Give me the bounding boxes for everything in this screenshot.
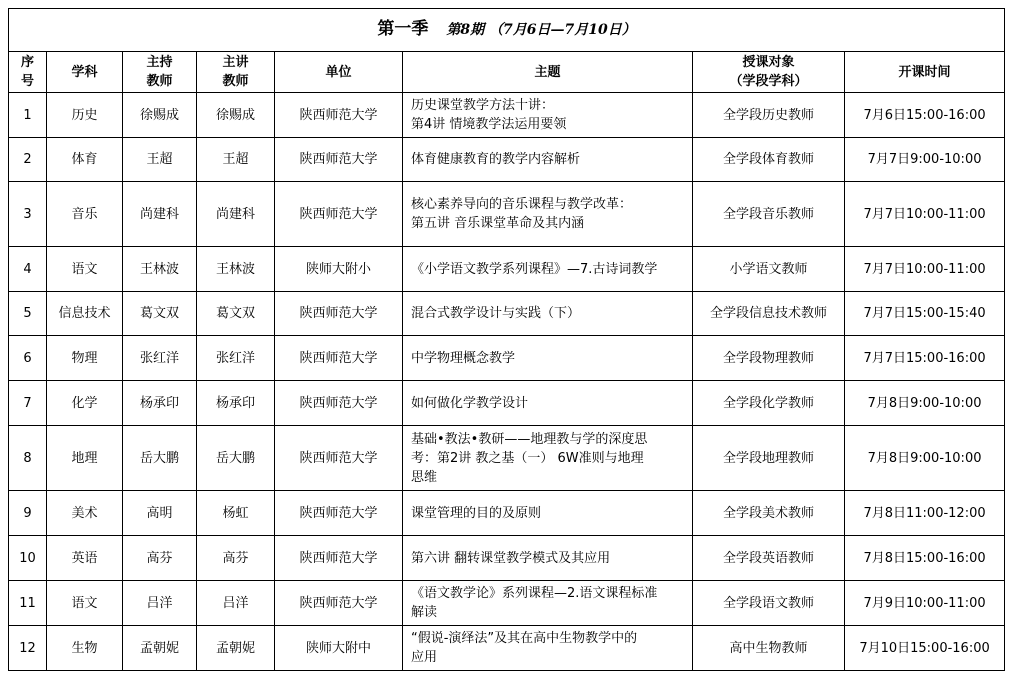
header-topic: 主题 <box>403 52 693 93</box>
topic-line: 核心素养导向的音乐课程与教学改革： <box>411 197 633 212</box>
cell-subject: 音乐 <box>47 182 123 247</box>
cell-unit: 陕西师范大学 <box>275 381 403 426</box>
topic-line: 解读 <box>411 605 438 620</box>
cell-audience: 全学段音乐教师 <box>693 182 845 247</box>
table-row <box>9 247 1005 292</box>
topic-line: 《小学语文教学系列课程》—7.古诗词教学 <box>411 261 658 277</box>
cell-host: 王超 <box>123 138 197 182</box>
cell-topic <box>403 93 693 138</box>
cell-topic <box>403 536 693 581</box>
cell-subject: 物理 <box>47 336 123 381</box>
cell-host: 张红洋 <box>123 336 197 381</box>
cell-time: 7月7日15:00-15:40 <box>845 292 1005 336</box>
cell-no: 11 <box>9 581 47 626</box>
cell-no: 7 <box>9 381 47 426</box>
cell-topic <box>403 381 693 426</box>
cell-lecturer: 葛文双 <box>197 292 275 336</box>
table-row <box>9 491 1005 536</box>
cell-subject: 语文 <box>47 247 123 292</box>
cell-topic <box>403 292 693 336</box>
cell-lecturer: 吕洋 <box>197 581 275 626</box>
cell-audience: 全学段信息技术教师 <box>693 292 845 336</box>
cell-subject: 历史 <box>47 93 123 138</box>
cell-lecturer: 尚建科 <box>197 182 275 247</box>
topic-line: “假说-演绎法”及其在高中生物教学中的 <box>411 631 638 646</box>
cell-unit: 陕西师范大学 <box>275 581 403 626</box>
table-row <box>9 292 1005 336</box>
cell-audience: 全学段体育教师 <box>693 138 845 182</box>
cell-no: 2 <box>9 138 47 182</box>
cell-topic <box>403 247 693 292</box>
cell-host: 岳大鹏 <box>123 426 197 491</box>
table-row <box>9 426 1005 491</box>
cell-time: 7月8日15:00-16:00 <box>845 536 1005 581</box>
cell-topic <box>403 626 693 671</box>
cell-audience: 全学段化学教师 <box>693 381 845 426</box>
cell-unit: 陕西师范大学 <box>275 536 403 581</box>
cell-time: 7月7日9:00-10:00 <box>845 138 1005 182</box>
topic-line: 如何做化学教学设计 <box>411 395 529 411</box>
cell-time: 7月6日15:00-16:00 <box>845 93 1005 138</box>
cell-topic <box>403 138 693 182</box>
cell-no: 6 <box>9 336 47 381</box>
cell-host: 徐赐成 <box>123 93 197 138</box>
cell-time: 7月7日10:00-11:00 <box>845 247 1005 292</box>
cell-lecturer: 杨虹 <box>197 491 275 536</box>
cell-unit: 陕师大附中 <box>275 626 403 671</box>
cell-time: 7月8日11:00-12:00 <box>845 491 1005 536</box>
topic-line: 第五讲 音乐课堂革命及其内涵 <box>411 216 585 231</box>
cell-host: 杨承印 <box>123 381 197 426</box>
cell-audience: 全学段物理教师 <box>693 336 845 381</box>
header-row <box>9 52 1005 93</box>
cell-lecturer: 王林波 <box>197 247 275 292</box>
cell-host: 高芬 <box>123 536 197 581</box>
header-no: 序 号 <box>9 52 47 93</box>
cell-host: 葛文双 <box>123 292 197 336</box>
cell-host: 孟朝妮 <box>123 626 197 671</box>
cell-unit: 陕师大附小 <box>275 247 403 292</box>
cell-unit: 陕西师范大学 <box>275 491 403 536</box>
schedule-table <box>8 8 1005 671</box>
table-row <box>9 381 1005 426</box>
table-row <box>9 336 1005 381</box>
cell-unit: 陕西师范大学 <box>275 292 403 336</box>
cell-lecturer: 高芬 <box>197 536 275 581</box>
cell-audience: 小学语文教师 <box>693 247 845 292</box>
cell-no: 1 <box>9 93 47 138</box>
header-subject: 学科 <box>47 52 123 93</box>
cell-subject: 地理 <box>47 426 123 491</box>
cell-time: 7月7日10:00-11:00 <box>845 182 1005 247</box>
cell-lecturer: 杨承印 <box>197 381 275 426</box>
cell-topic <box>403 336 693 381</box>
cell-subject: 体育 <box>47 138 123 182</box>
topic-line: 混合式教学设计与实践（下） <box>411 306 581 321</box>
cell-host: 王林波 <box>123 247 197 292</box>
cell-audience: 全学段地理教师 <box>693 426 845 491</box>
cell-unit: 陕西师范大学 <box>275 93 403 138</box>
cell-audience: 全学段历史教师 <box>693 93 845 138</box>
cell-no: 12 <box>9 626 47 671</box>
cell-time: 7月7日15:00-16:00 <box>845 336 1005 381</box>
cell-audience: 全学段英语教师 <box>693 536 845 581</box>
cell-host: 高明 <box>123 491 197 536</box>
cell-unit: 陕西师范大学 <box>275 426 403 491</box>
cell-topic <box>403 581 693 626</box>
topic-line: 第六讲 翻转课堂教学模式及其应用 <box>411 550 611 566</box>
cell-subject: 美术 <box>47 491 123 536</box>
cell-lecturer: 张红洋 <box>197 336 275 381</box>
cell-no: 4 <box>9 247 47 292</box>
topic-line: 第4讲 情境教学法运用要领 <box>411 117 567 132</box>
cell-no: 3 <box>9 182 47 247</box>
topic-line: 《语文教学论》系列课程—2.语文课程标准 <box>411 586 658 601</box>
topic-line: 体育健康教育的教学内容解析 <box>411 152 581 167</box>
cell-unit: 陕西师范大学 <box>275 182 403 247</box>
cell-time: 7月8日9:00-10:00 <box>845 426 1005 491</box>
table-title <box>9 9 1005 52</box>
cell-host: 尚建科 <box>123 182 197 247</box>
cell-lecturer: 徐赐成 <box>197 93 275 138</box>
header-unit: 单位 <box>275 52 403 93</box>
cell-audience: 高中生物教师 <box>693 626 845 671</box>
cell-topic <box>403 426 693 491</box>
cell-lecturer: 孟朝妮 <box>197 626 275 671</box>
schedule-sheet <box>8 8 1004 671</box>
cell-unit: 陕西师范大学 <box>275 138 403 182</box>
cell-subject: 生物 <box>47 626 123 671</box>
header-host: 主持 教师 <box>123 52 197 93</box>
cell-no: 9 <box>9 491 47 536</box>
header-audience: 授课对象 （学段学科） <box>693 52 845 93</box>
table-row <box>9 93 1005 138</box>
cell-time: 7月9日10:00-11:00 <box>845 581 1005 626</box>
cell-topic <box>403 182 693 247</box>
table-row <box>9 581 1005 626</box>
cell-subject: 语文 <box>47 581 123 626</box>
cell-audience: 全学段语文教师 <box>693 581 845 626</box>
table-row <box>9 536 1005 581</box>
header-time: 开课时间 <box>845 52 1005 93</box>
table-row <box>9 182 1005 247</box>
cell-lecturer: 岳大鹏 <box>197 426 275 491</box>
cell-topic <box>403 491 693 536</box>
cell-host: 吕洋 <box>123 581 197 626</box>
cell-no: 10 <box>9 536 47 581</box>
cell-subject: 信息技术 <box>47 292 123 336</box>
cell-no: 5 <box>9 292 47 336</box>
cell-unit: 陕西师范大学 <box>275 336 403 381</box>
topic-line: 历史课堂教学方法十讲： <box>411 98 555 113</box>
topic-line: 考：第2讲 教之基（一） 6W准则与地理 <box>411 450 644 466</box>
issue-subtitle: 第8期 （7月6日—7月10日） <box>446 22 636 38</box>
cell-lecturer: 王超 <box>197 138 275 182</box>
table-row <box>9 626 1005 671</box>
topic-line: 中学物理概念教学 <box>411 350 516 366</box>
title-row <box>9 9 1005 52</box>
table-row <box>9 138 1005 182</box>
topic-line: 应用 <box>411 650 438 665</box>
cell-subject: 英语 <box>47 536 123 581</box>
topic-line: 课堂管理的目的及原则 <box>411 505 542 521</box>
cell-subject: 化学 <box>47 381 123 426</box>
cell-time: 7月10日15:00-16:00 <box>845 626 1005 671</box>
header-lecturer: 主讲 教师 <box>197 52 275 93</box>
cell-audience: 全学段美术教师 <box>693 491 845 536</box>
topic-line: 思维 <box>411 469 438 485</box>
cell-no: 8 <box>9 426 47 491</box>
cell-time: 7月8日9:00-10:00 <box>845 381 1005 426</box>
season-title: 第一季 <box>377 19 429 39</box>
topic-line: 基础•教法•教研——地理教与学的深度思 <box>411 431 648 447</box>
